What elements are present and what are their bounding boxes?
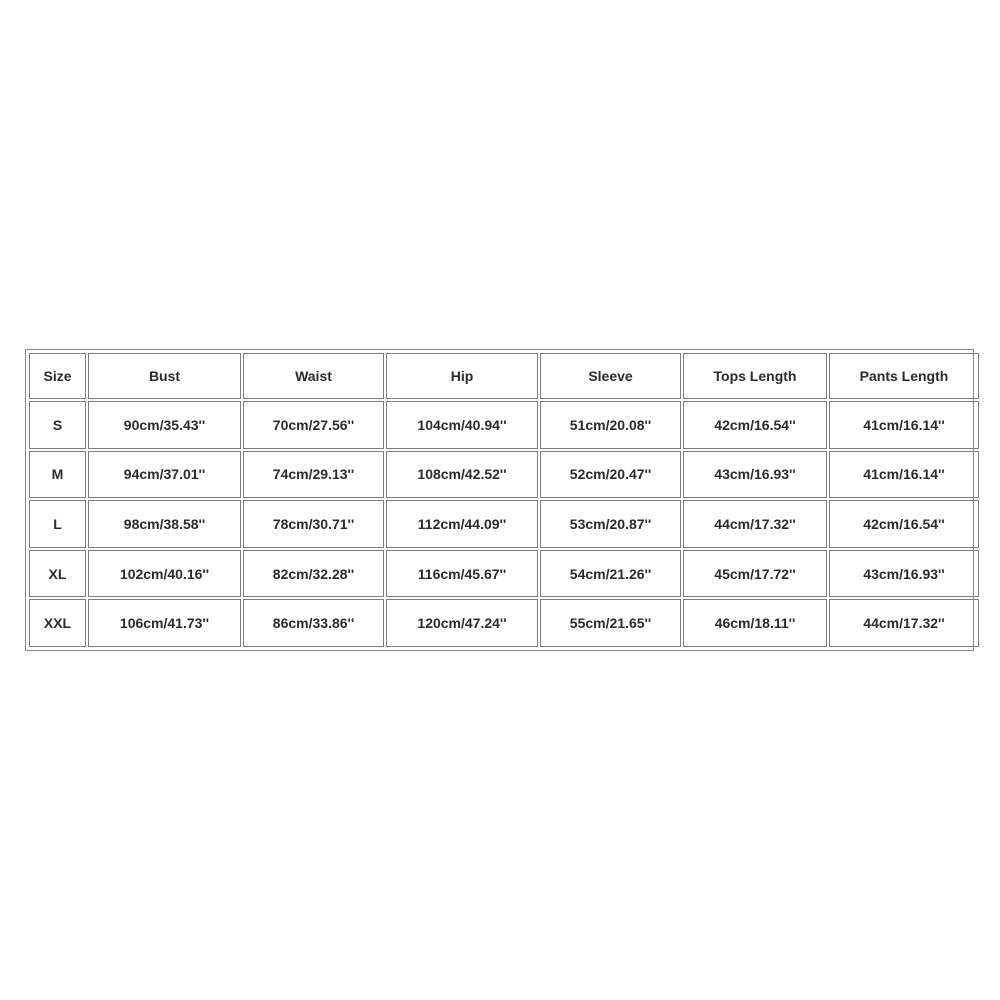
cell-tops-length: 43cm/16.93'' [683, 451, 827, 499]
header-size: Size [29, 353, 86, 399]
header-bust: Bust [88, 353, 241, 399]
cell-hip: 104cm/40.94'' [386, 401, 538, 449]
cell-pants-length: 44cm/17.32'' [829, 599, 979, 647]
cell-hip: 112cm/44.09'' [386, 500, 538, 548]
cell-waist: 86cm/33.86'' [243, 599, 384, 647]
cell-bust: 106cm/41.73'' [88, 599, 241, 647]
cell-size: L [29, 500, 86, 548]
cell-pants-length: 42cm/16.54'' [829, 500, 979, 548]
header-row [29, 353, 979, 399]
header-hip: Hip [386, 353, 538, 399]
cell-sleeve: 53cm/20.87'' [540, 500, 681, 548]
table-row [29, 451, 979, 499]
cell-waist: 70cm/27.56'' [243, 401, 384, 449]
cell-size: XL [29, 550, 86, 598]
cell-pants-length: 43cm/16.93'' [829, 550, 979, 598]
size-chart-table [27, 351, 981, 649]
cell-size: M [29, 451, 86, 499]
cell-hip: 120cm/47.24'' [386, 599, 538, 647]
table-row [29, 500, 979, 548]
cell-tops-length: 42cm/16.54'' [683, 401, 827, 449]
cell-waist: 82cm/32.28'' [243, 550, 384, 598]
cell-tops-length: 46cm/18.11'' [683, 599, 827, 647]
cell-bust: 94cm/37.01'' [88, 451, 241, 499]
header-waist: Waist [243, 353, 384, 399]
cell-bust: 98cm/38.58'' [88, 500, 241, 548]
cell-sleeve: 51cm/20.08'' [540, 401, 681, 449]
cell-waist: 74cm/29.13'' [243, 451, 384, 499]
table-row [29, 401, 979, 449]
cell-sleeve: 55cm/21.65'' [540, 599, 681, 647]
header-tops-length: Tops Length [683, 353, 827, 399]
table-row [29, 599, 979, 647]
cell-pants-length: 41cm/16.14'' [829, 401, 979, 449]
cell-hip: 108cm/42.52'' [386, 451, 538, 499]
cell-pants-length: 41cm/16.14'' [829, 451, 979, 499]
size-chart-container [25, 349, 974, 651]
cell-size: S [29, 401, 86, 449]
cell-sleeve: 52cm/20.47'' [540, 451, 681, 499]
cell-tops-length: 45cm/17.72'' [683, 550, 827, 598]
header-sleeve: Sleeve [540, 353, 681, 399]
cell-sleeve: 54cm/21.26'' [540, 550, 681, 598]
cell-waist: 78cm/30.71'' [243, 500, 384, 548]
cell-bust: 90cm/35.43'' [88, 401, 241, 449]
header-pants-length: Pants Length [829, 353, 979, 399]
table-row [29, 550, 979, 598]
cell-bust: 102cm/40.16'' [88, 550, 241, 598]
cell-hip: 116cm/45.67'' [386, 550, 538, 598]
cell-size: XXL [29, 599, 86, 647]
cell-tops-length: 44cm/17.32'' [683, 500, 827, 548]
